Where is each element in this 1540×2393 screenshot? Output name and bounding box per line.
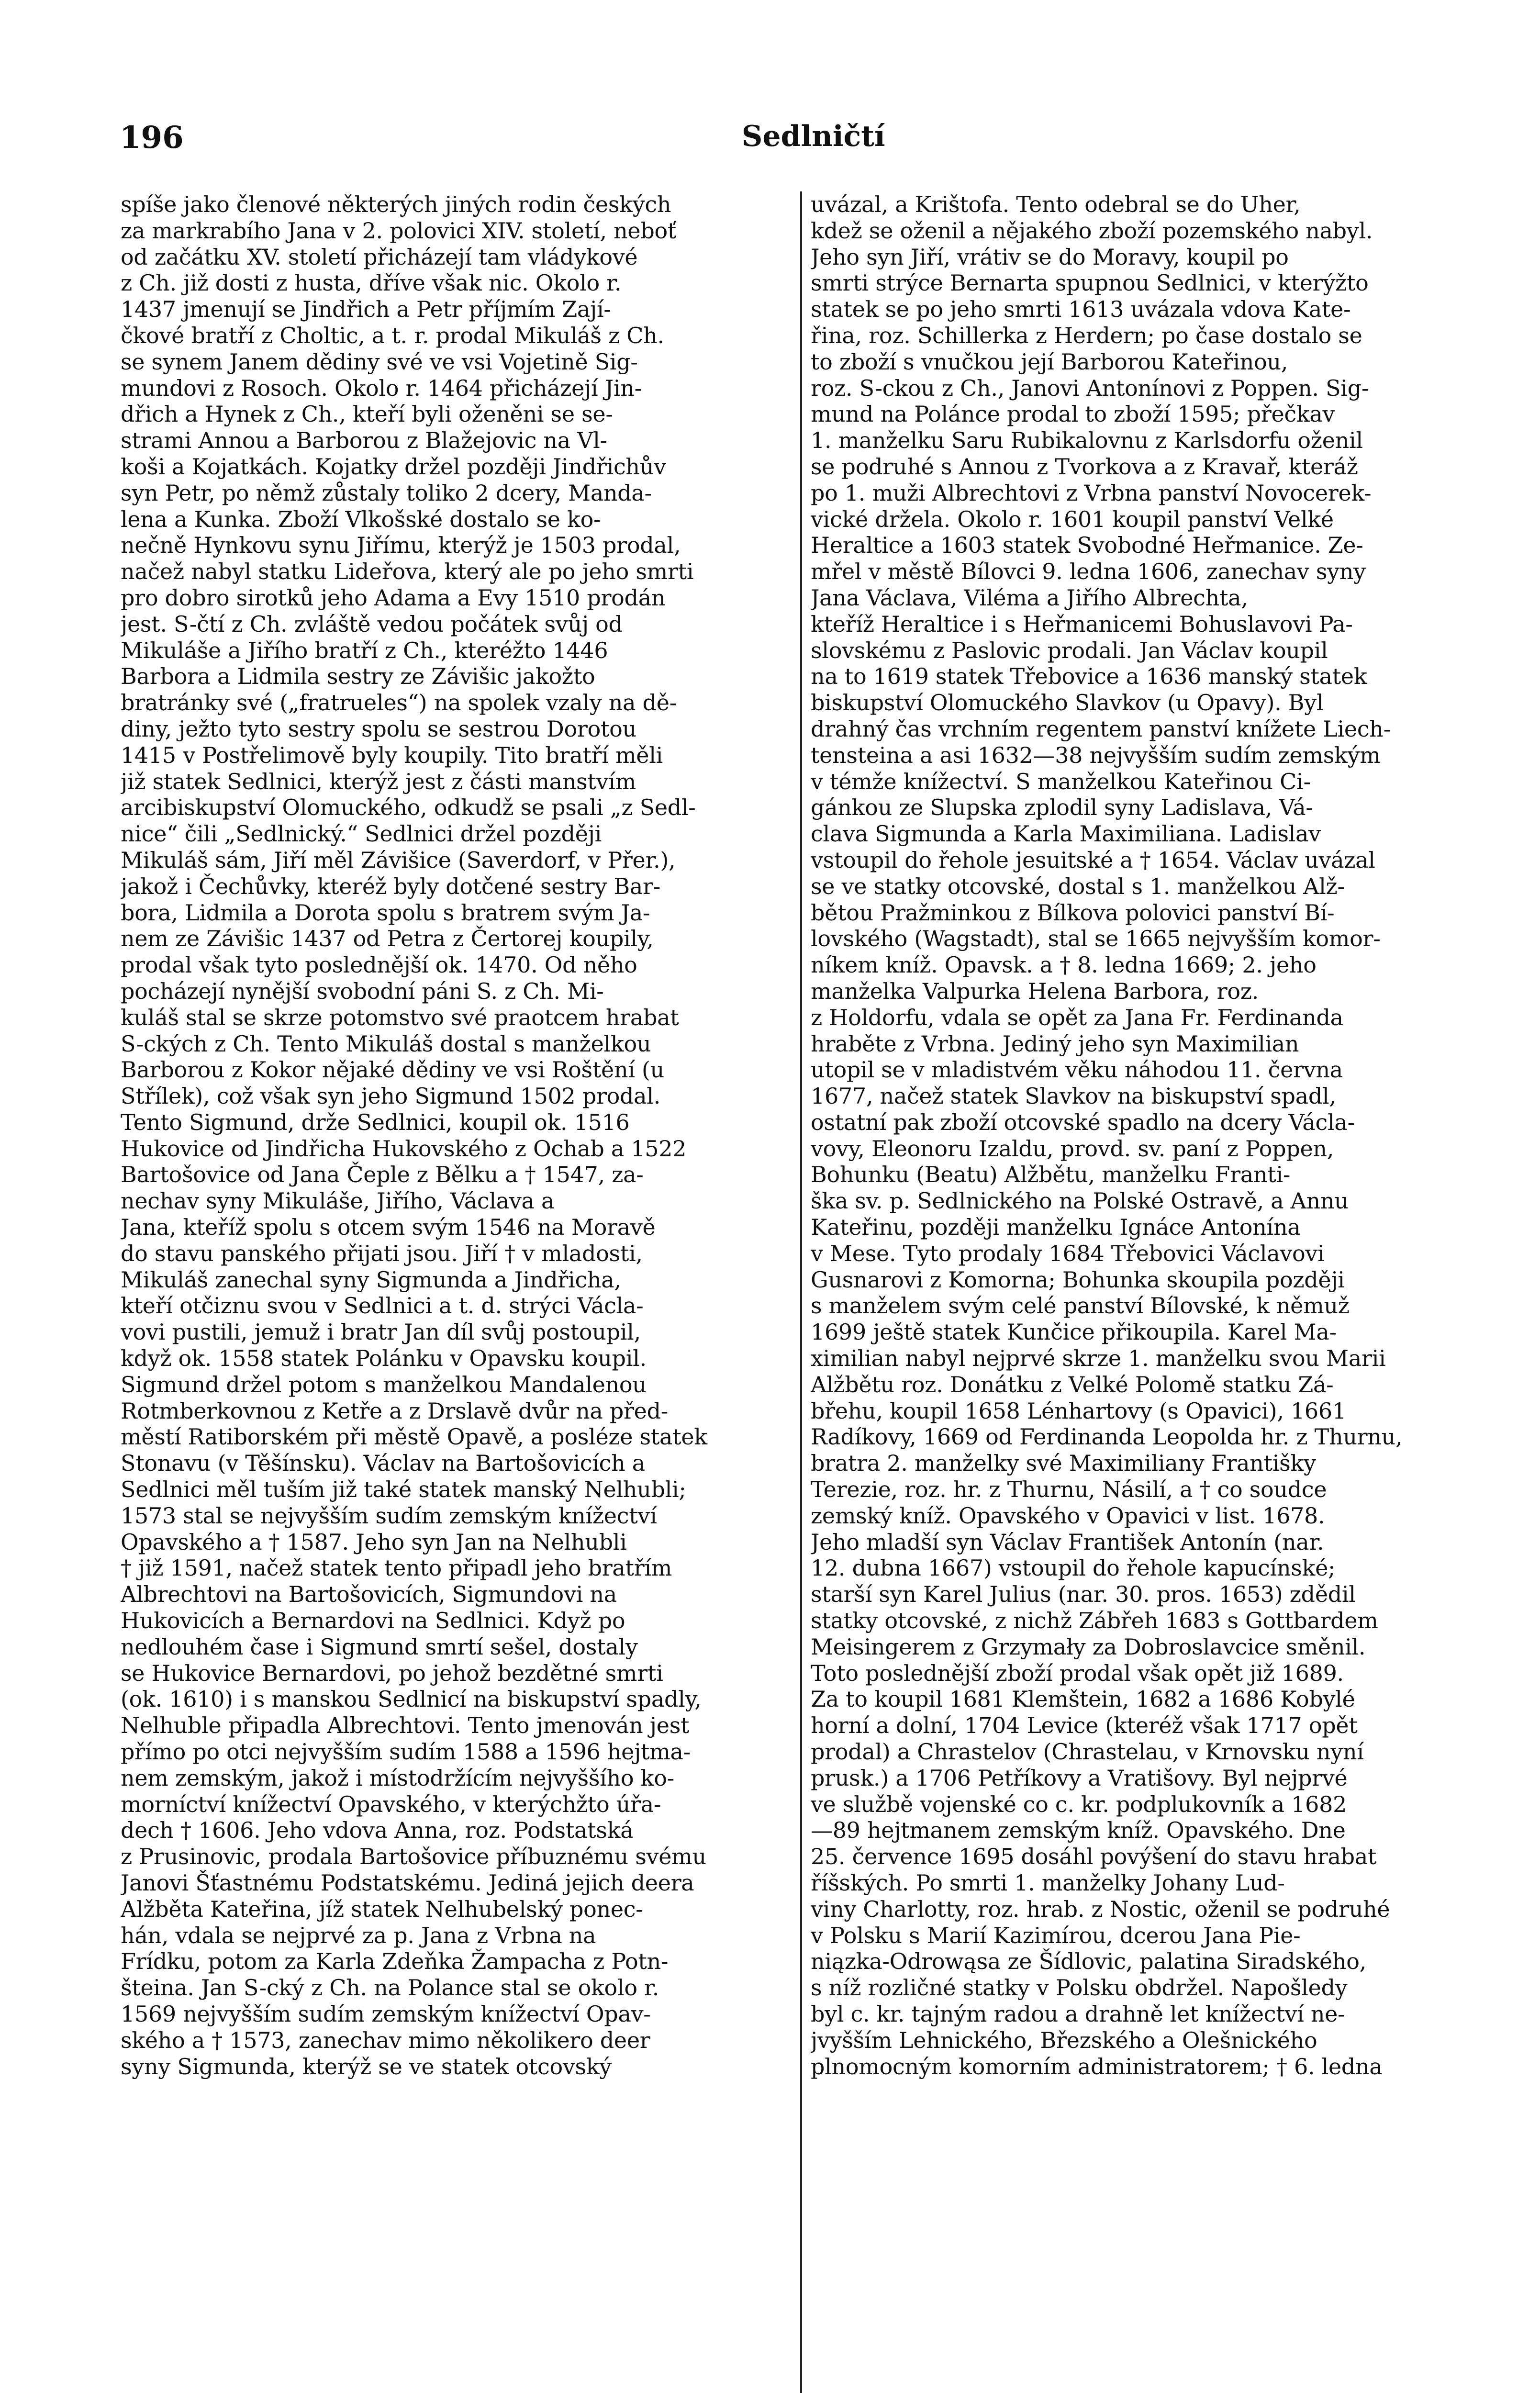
text-line: Bartošovice od Jana Čeple z Bělku a † 1547, za-	[121, 1162, 644, 1188]
text-line: syny Sigmunda, kterýž se ve statek otcovský	[121, 2053, 612, 2080]
text-line: utopil se v mladistvém věku náhodou 11. června	[811, 1057, 1343, 1083]
text-line: 1573 stal se nejvyšším sudím zemským knížectví	[121, 1502, 657, 1529]
text-line: arcibiskupství Olomuckého, odkudž se psali „z Sedl-	[121, 794, 696, 821]
text-line: viny Charlotty, roz. hrab. z Nostic, oženil se podruhé	[811, 1896, 1390, 1922]
text-line: lovského (Wagstadt), stal se 1665 nejvyšším komor-	[811, 926, 1381, 952]
text-line: mřel v městě Bílovci 9. ledna 1606, zanechav syny	[811, 559, 1366, 585]
text-line: vovy, Eleonoru Izaldu, provd. sv. paní z Poppen,	[811, 1135, 1334, 1162]
text-line: Alžběta Kateřina, jíž statek Nelhubelský ponec-	[121, 1896, 643, 1922]
column-divider	[800, 191, 802, 2393]
text-line: s níž rozličné statky v Polsku obdržel. Napošledy	[811, 1975, 1348, 2001]
text-line: prodal však tyto poslednější ok. 1470. Od něho	[121, 952, 637, 978]
text-line: clava Sigmunda a Karla Maximiliana. Ladislav	[811, 821, 1321, 847]
text-line: to zboží s vnučkou její Barborou Kateřinou,	[811, 348, 1288, 375]
text-line: (ok. 1610) i s manskou Sedlnicí na biskupství spadly,	[121, 1686, 702, 1712]
text-line: řina, roz. Schillerka z Herdern; po čase dostalo se	[811, 322, 1362, 348]
text-line: přímo po otci nejvyšším sudím 1588 a 1596 hejtma-	[121, 1739, 691, 1765]
text-line: kteří otčiznu svou v Sedlnici a t. d. strýci Václa-	[121, 1293, 644, 1319]
text-line: se Hukovice Bernardovi, po jehož bezdětné smrti	[121, 1660, 663, 1686]
text-line: nice“ čili „Sedlnický.“ Sedlnici držel později	[121, 821, 602, 847]
text-line: nečně Hynkovu synu Jiřímu, kterýž je 1503 prodal,	[121, 532, 681, 559]
text-line: Jeho syn Jiří, vrátiv se do Moravy, koupil po	[811, 244, 1289, 270]
text-line: bětou Pražminkou z Bílkova polovici panství Bí-	[811, 899, 1335, 926]
text-line: roz. S-ckou z Ch., Janovi Antonínovi z Poppen. Sig-	[811, 375, 1369, 401]
text-line: Hukovicích a Bernardovi na Sedlnici. Když po	[121, 1608, 625, 1634]
text-line: dřich a Hynek z Ch., kteří byli oženěni se se-	[121, 401, 613, 427]
text-line: Za to koupil 1681 Klemštein, 1682 a 1686 Kobylé	[811, 1686, 1355, 1712]
text-line: kdež se oženil a nějakého zboží pozemského nabyl.	[811, 217, 1373, 244]
text-line: pocházejí nynější svobodní páni S. z Ch. Mi-	[121, 978, 604, 1004]
text-line: diny, ježto tyto sestry spolu se sestrou Dorotou	[121, 716, 636, 742]
text-line: Střílek), což však syn jeho Sigmund 1502 prodal.	[121, 1083, 661, 1109]
text-line: Gusnarovi z Komorna; Bohunka skoupila později	[811, 1266, 1345, 1293]
text-line: kuláš stal se skrze potomstvo své praotcem hrabat	[121, 1004, 679, 1030]
text-line: se ve statky otcovské, dostal s 1. manželkou Alž-	[811, 873, 1345, 899]
text-line: 1. manželku Saru Rubikalovnu z Karlsdorfu oženil	[811, 427, 1363, 454]
text-line: níkem kníž. Opavsk. a † 8. ledna 1669; 2. jeho	[811, 952, 1317, 978]
text-line: jest. S-čtí z Ch. zvláště vedou počátek svůj od	[121, 611, 623, 637]
text-line: městí Ratiborském při městě Opavě, a posléze statek	[121, 1424, 707, 1450]
text-line: když ok. 1558 statek Polánku v Opavsku koupil.	[121, 1345, 647, 1372]
text-line: Toto poslednější zboží prodal však opět již 1689.	[811, 1660, 1344, 1686]
text-line: nedlouhém čase i Sigmund smrtí sešel, dostaly	[121, 1633, 638, 1660]
page-number: 196	[120, 120, 184, 156]
text-line: smrti strýce Bernarta spupnou Sedlnici, v kterýžto	[811, 270, 1369, 296]
text-line: manželka Valpurka Helena Barbora, roz.	[811, 978, 1259, 1004]
text-line: koši a Kojatkách. Kojatky držel později Jindřichův	[121, 453, 666, 480]
text-line: se synem Janem dědiny své ve vsi Vojetině Sig-	[121, 348, 638, 375]
text-line: nem zemským, jakož i místodržícím nejvyššího ko-	[121, 1765, 674, 1791]
text-line: do stavu panského přijati jsou. Jiří † v mladosti,	[121, 1240, 643, 1266]
text-line: jakož i Čechůvky, kteréž byly dotčené sestry Bar-	[121, 873, 660, 899]
text-line: 1415 v Postřelimově byly koupily. Tito bratří měli	[121, 742, 663, 768]
text-line: v Polsku s Marií Kazimírou, dcerou Jana Pie-	[811, 1922, 1301, 1948]
text-line: kteříž Heraltice i s Heřmanicemi Bohuslavovi Pa-	[811, 611, 1353, 637]
text-line: Bohunku (Beatu) Alžbětu, manželku Franti-	[811, 1162, 1291, 1188]
text-line: 1569 nejvyšším sudím zemským knížectví Opav-	[121, 2001, 651, 2027]
text-line: ximilian nabyl nejprvé skrze 1. manželku svou Marii	[811, 1345, 1386, 1372]
text-line: z Ch. již dosti z husta, dříve však nic. Okolo r.	[121, 270, 622, 296]
text-line: Jeho mladší syn Václav František Antonín (nar.	[811, 1529, 1324, 1555]
text-line: Sigmund držel potom s manželkou Mandalenou	[121, 1371, 647, 1398]
text-line: uvázal, a Krištofa. Tento odebral se do Uher,	[811, 191, 1301, 217]
text-line: v Mese. Tyto prodaly 1684 Třebovici Václavovi	[811, 1240, 1325, 1266]
text-line: Jana Václava, Viléma a Jiřího Albrechta,	[811, 584, 1248, 611]
text-line: Stonavu (v Těšínsku). Václav na Bartošovicích a	[121, 1450, 645, 1476]
text-line: mundovi z Rosoch. Okolo r. 1464 přicházejí Jin-	[121, 375, 642, 401]
text-line: mund na Polánce prodal to zboží 1595; přečkav	[811, 401, 1335, 427]
text-line: v témže knížectví. S manželkou Kateřinou Ci-	[811, 768, 1311, 794]
text-line: horní a dolní, 1704 Levice (kteréž však 1717 opět	[811, 1712, 1358, 1739]
text-line: pro dobro sirotků jeho Adama a Evy 1510 prodán	[121, 584, 666, 611]
text-line: nem ze Závišic 1437 od Petra z Čertorej koupily,	[121, 926, 654, 952]
text-line: Sedlnici měl tuším již také statek manský Nelhubli;	[121, 1476, 686, 1503]
text-line: Mikuláš zanechal syny Sigmunda a Jindřicha,	[121, 1266, 621, 1293]
text-line: plnomocným komorním administratorem; † 6. ledna	[811, 2053, 1383, 2080]
text-line: na to 1619 statek Třebovice a 1636 manský statek	[811, 663, 1367, 690]
text-line: 1437 jmenují se Jindřich a Petr příjmím Zají-	[121, 296, 611, 323]
text-line: Nelhuble připadla Albrechtovi. Tento jmenován jest	[121, 1712, 690, 1739]
text-line: morníctví knížectví Opavského, v kterýchžto úřa-	[121, 1791, 661, 1817]
text-line: lena a Kunka. Zboží Vlkošské dostalo se ko-	[121, 506, 601, 532]
text-line: statky otcovské, z nichž Zábřeh 1683 s Gottbardem	[811, 1608, 1378, 1634]
text-line: drahný čas vrchním regentem panství knížete Liech-	[811, 716, 1391, 742]
text-line: vovi pustili, jemuž i bratr Jan díl svůj postoupil,	[121, 1319, 641, 1345]
text-line: tensteina a asi 1632—38 nejvyšším sudím zemským	[811, 742, 1381, 768]
text-line: Rotmberkovnou z Ketře a z Drslavě dvůr na před-	[121, 1398, 668, 1424]
text-line: niązka-Odrowąsa ze Šídlovic, palatina Siradského,	[811, 1948, 1366, 1975]
text-line: břehu, koupil 1658 Lénhartovy (s Opavici), 1661	[811, 1398, 1346, 1424]
text-line: Mikuláše a Jiřího bratří z Ch., kteréžto 1446	[121, 637, 608, 663]
text-line: Hukovice od Jindřicha Hukovského z Ochab a 1522	[121, 1135, 687, 1162]
text-line: říšských. Po smrti 1. manželky Johany Lud-	[811, 1870, 1285, 1896]
text-line: † již 1591, načež statek tento připadl jeho bratřím	[121, 1555, 672, 1581]
text-line: 1677, načež statek Slavkov na biskupství spadl,	[811, 1083, 1336, 1109]
text-line: prusk.) a 1706 Petříkovy a Vratišovy. Byl nejprvé	[811, 1765, 1348, 1791]
text-line: Radíkovy, 1669 od Ferdinanda Leopolda hr. z Thurnu,	[811, 1424, 1403, 1450]
text-line: —89 hejtmanem zemským kníž. Opavského. Dne	[811, 1817, 1346, 1844]
running-head: Sedlničtí	[742, 120, 885, 153]
text-line: ostatní pak zboží otcovské spadlo na dcery Václa-	[811, 1109, 1355, 1135]
text-line: prodal) a Chrastelov (Chrastelau, v Krnovsku nyní	[811, 1739, 1364, 1765]
text-line: čkové bratří z Choltic, a t. r. prodal Mikuláš z Ch.	[121, 322, 664, 348]
text-line: Tento Sigmund, drže Sedlnici, koupil ok. 1516	[121, 1109, 630, 1135]
text-line: bratra 2. manželky své Maximiliany Františky	[811, 1450, 1316, 1476]
text-line: po 1. muži Albrechtovi z Vrbna panství Novocerek-	[811, 480, 1372, 506]
text-line: Frídku, potom za Karla Zdeňka Žampacha z Potn-	[121, 1948, 669, 1975]
text-line: jvyšším Lehnického, Březského a Olešnického	[811, 2027, 1317, 2053]
text-line: z Holdorfu, vdala se opět za Jana Fr. Ferdinanda	[811, 1004, 1343, 1030]
text-line: Barbora a Lidmila sestry ze Závišic jakožto	[121, 663, 595, 690]
text-line: ského a † 1573, zanechav mimo několikero deer	[121, 2027, 650, 2053]
text-line: 25. července 1695 dosáhl povýšení do stavu hrabat	[811, 1844, 1377, 1870]
right-column	[811, 191, 1481, 2393]
text-line: Albrechtovi na Bartošovicích, Sigmundovi na	[121, 1581, 617, 1608]
text-line: 1699 ještě statek Kunčice přikoupila. Karel Ma-	[811, 1319, 1337, 1345]
text-line: vické držela. Okolo r. 1601 koupil panství Velké	[811, 506, 1334, 532]
text-line: Meisingerem z Grzymały za Dobroslavcice směnil.	[811, 1633, 1366, 1660]
text-line: byl c. kr. tajným radou a drahně let knížectví ne-	[811, 2001, 1345, 2027]
text-line: Barborou z Kokor nějaké dědiny ve vsi Roštění (u	[121, 1057, 665, 1083]
text-line: strami Annou a Barborou z Blažejovic na Vl-	[121, 427, 607, 454]
text-line: dech † 1606. Jeho vdova Anna, roz. Podstatská	[121, 1817, 634, 1844]
text-line: Heraltice a 1603 statek Svobodné Heřmanice. Ze-	[811, 532, 1363, 559]
text-line: Kateřinu, později manželku Ignáce Antonína	[811, 1214, 1301, 1241]
text-line: za markrabího Jana v 2. polovici XIV. století, neboť	[121, 217, 677, 244]
text-line: Janovi Šťastnému Podstatskému. Jediná jejich deera	[121, 1870, 694, 1896]
text-line: šteina. Jan S-cký z Ch. na Polance stal se okolo r.	[121, 1975, 659, 2001]
text-line: Mikuláš sám, Jiří měl Závišice (Saverdorf, v Přer.),	[121, 847, 676, 873]
text-line: statek se po jeho smrti 1613 uvázala vdova Kate-	[811, 296, 1351, 323]
text-line: Alžbětu roz. Donátku z Velké Polomě statku Zá-	[811, 1371, 1334, 1398]
text-line: zemský kníž. Opavského v Opavici v list. 1678.	[811, 1502, 1325, 1529]
text-line: 12. dubna 1667) vstoupil do řehole kapucínské;	[811, 1555, 1336, 1581]
text-line: Terezie, roz. hr. z Thurnu, Násilí, a † co soudce	[811, 1476, 1327, 1503]
left-column	[121, 191, 791, 2393]
text-line: ve službě vojenské co c. kr. podplukovník a 1682	[811, 1791, 1347, 1817]
text-line: bratránky své („fratrueles“) na spolek vzaly na dě-	[121, 690, 677, 716]
text-line: S-ckých z Ch. Tento Mikuláš dostal s manželkou	[121, 1030, 651, 1057]
text-line: Opavského a † 1587. Jeho syn Jan na Nelhubli	[121, 1529, 627, 1555]
text-line: nechav syny Mikuláše, Jiřího, Václava a	[121, 1188, 555, 1214]
text-line: hraběte z Vrbna. Jediný jeho syn Maximilian	[811, 1030, 1299, 1057]
text-line: spíše jako členové některých jiných rodin českých	[121, 191, 671, 217]
text-line: s manželem svým celé panství Bílovské, k němuž	[811, 1293, 1350, 1319]
text-line: ška sv. p. Sedlnického na Polské Ostravě, a Annu	[811, 1188, 1349, 1214]
text-line: Jana, kteříž spolu s otcem svým 1546 na Moravě	[121, 1214, 656, 1241]
text-line: z Prusinovic, prodala Bartošovice příbuznému svému	[121, 1844, 706, 1870]
text-line: od začátku XV. století přicházejí tam vládykové	[121, 244, 638, 270]
text-line: gánkou ze Slupska zplodil syny Ladislava, Vá-	[811, 794, 1313, 821]
text-line: hán, vdala se nejprvé za p. Jana z Vrbna na	[121, 1922, 596, 1948]
text-line: biskupství Olomuckého Slavkov (u Opavy). Byl	[811, 690, 1324, 716]
text-line: bora, Lidmila a Dorota spolu s bratrem svým Ja-	[121, 899, 650, 926]
page-header	[120, 120, 1492, 163]
text-line: syn Petr, po němž zůstaly toliko 2 dcery, Manda-	[121, 480, 652, 506]
text-line: se podruhé s Annou z Tvorkova a z Kravař, kteráž	[811, 453, 1358, 480]
text-line: načež nabyl statku Lideřova, který ale po jeho smrti	[121, 559, 694, 585]
text-line: již statek Sedlnici, kterýž jest z části manstvím	[121, 768, 636, 794]
text-line: vstoupil do řehole jesuitské a † 1654. Václav uvázal	[811, 847, 1375, 873]
text-line: slovskému z Paslovic prodali. Jan Václav koupil	[811, 637, 1328, 663]
text-line: starší syn Karel Julius (nar. 30. pros. 1653) zdědil	[811, 1581, 1356, 1608]
